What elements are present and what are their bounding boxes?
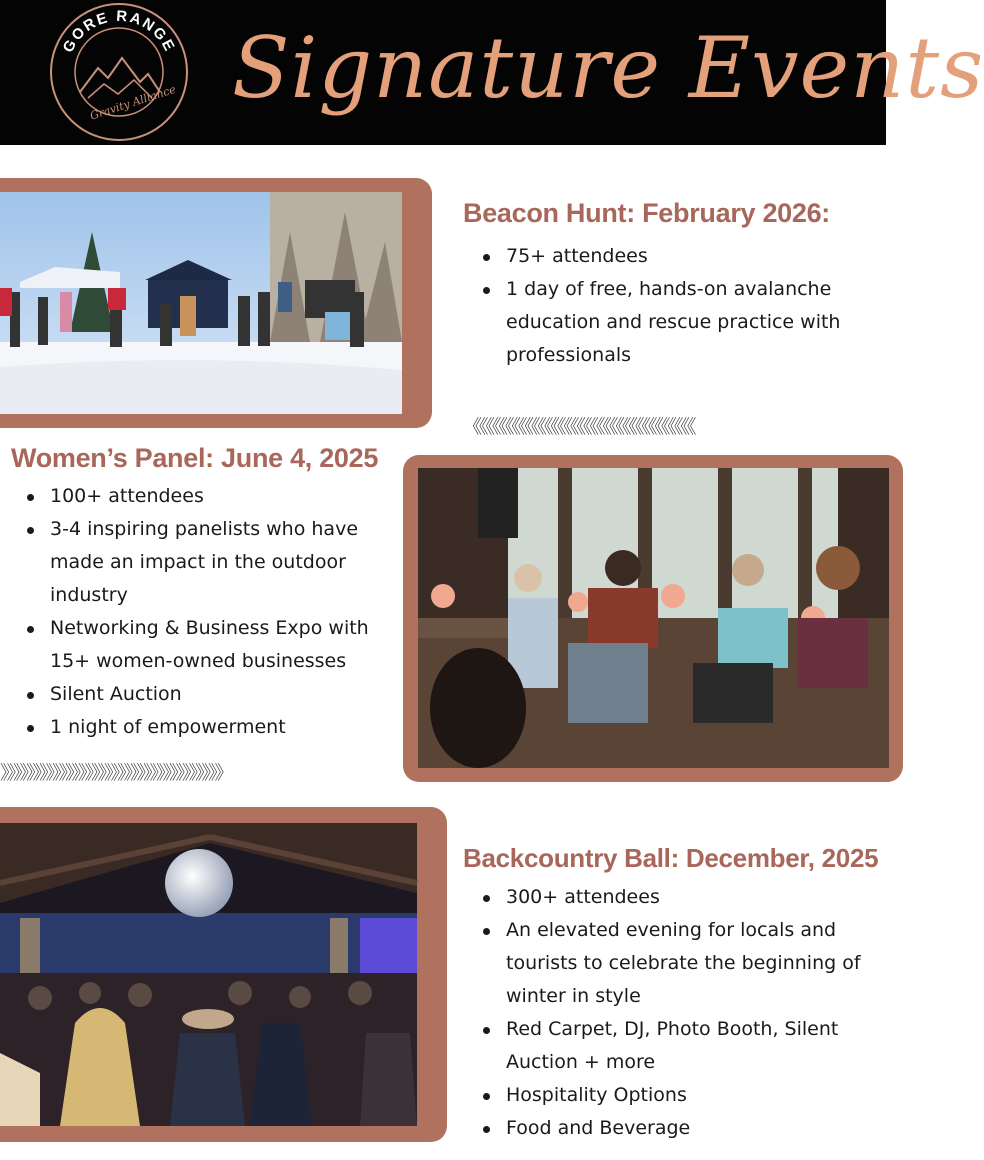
womens-panel-details: [24, 480, 384, 744]
list-item: Networking & Business Expo with 15+ women-owned businesses: [24, 612, 390, 678]
page-title: Signature Events: [232, 19, 984, 117]
beacon-hunt-photo-frame: [0, 178, 432, 428]
backcountry-ball-details: [480, 881, 880, 1145]
womens-panel-heading: Women’s Panel: June 4, 2025: [11, 443, 379, 473]
svg-text:GORE RANGE: GORE RANGE: [59, 7, 179, 56]
list-item: 100+ attendees: [24, 480, 384, 513]
chevron-divider-right: 》》》》》》》》》》》》》》》》》》》》》》》》》》》》》》》》》》: [0, 762, 231, 784]
list-item: Food and Beverage: [480, 1112, 880, 1145]
svg-text:Gravity Alliance: Gravity Alliance: [88, 82, 178, 123]
list-item: 75+ attendees: [480, 240, 880, 273]
backcountry-ball-heading: Backcountry Ball: December, 2025: [463, 843, 879, 873]
womens-panel-photo: [418, 468, 889, 768]
backcountry-ball-photo: [0, 823, 417, 1126]
list-item: 1 day of free, hands-on avalanche education and rescue practice with professionals: [480, 273, 851, 372]
chevron-divider-left: 《《《《《《《《《《《《《《《《《《《《《《《《《《《《《《《《《《: [463, 416, 694, 438]
list-item: Silent Auction: [24, 678, 384, 711]
beacon-hunt-details: [480, 240, 880, 372]
list-item: 3-4 inspiring panelists who have made an impact in the outdoor industry: [24, 513, 370, 612]
gore-range-logo: [48, 2, 190, 142]
page-header: [0, 0, 984, 145]
list-item: 1 night of empowerment: [24, 711, 384, 744]
list-item: An elevated evening for locals and tourists to celebrate the beginning of winter in style: [480, 914, 876, 1013]
list-item: 300+ attendees: [480, 881, 880, 914]
beacon-hunt-photo: [0, 192, 402, 414]
beacon-hunt-heading: Beacon Hunt: February 2026:: [463, 198, 830, 228]
list-item: Hospitality Options: [480, 1079, 880, 1112]
backcountry-ball-photo-frame: [0, 807, 447, 1142]
list-item: Red Carpet, DJ, Photo Booth, Silent Auction + more: [480, 1013, 856, 1079]
womens-panel-photo-frame: [403, 455, 903, 782]
